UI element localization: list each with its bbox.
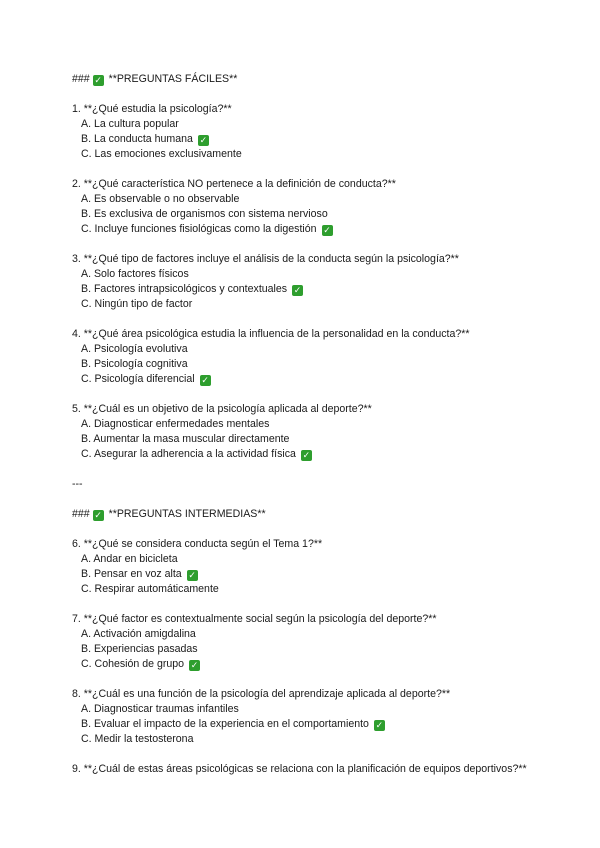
option: C. Ningún tipo de factor (81, 298, 193, 310)
option: A. Es observable o no observable (81, 193, 240, 205)
option: A. La cultura popular (81, 118, 179, 130)
question-text: 1. **¿Qué estudia la psicología?** (72, 103, 232, 115)
question-9 (72, 762, 540, 777)
question-5 (72, 402, 540, 462)
question-2 (72, 177, 540, 237)
option: A. Psicología evolutiva (81, 343, 188, 355)
section-heading-intermedias (72, 507, 540, 522)
question-text: 4. **¿Qué área psicológica estudia la influencia de la personalidad en la conducta?** (72, 328, 470, 340)
option: A. Diagnosticar traumas infantiles (81, 703, 239, 715)
section-heading-faciles (72, 72, 540, 87)
question-8 (72, 687, 540, 747)
option: C. Incluye funciones fisiológicas como la digestión ✓ (81, 223, 331, 235)
heading-title: **PREGUNTAS FÁCILES** (108, 73, 238, 85)
question-text: 9. **¿Cuál de estas áreas psicológicas se relaciona con la planificación de equipos deportivos?** (72, 763, 527, 775)
question-4 (72, 327, 540, 387)
check-icon: ✓ (188, 570, 196, 580)
separator: --- (72, 478, 83, 490)
heading-title: **PREGUNTAS INTERMEDIAS** (108, 508, 266, 520)
heading-prefix: ### (72, 508, 90, 520)
check-icon: ✓ (302, 450, 311, 460)
question-text: 8. **¿Cuál es una función de la psicología del aprendizaje aplicada al deporte?** (72, 688, 451, 700)
option: C. Las emociones exclusivamente (81, 148, 242, 160)
option: A. Solo factores físicos (81, 268, 189, 280)
heading-prefix: ### (72, 73, 90, 85)
option: C. Asegurar la adherencia a la actividad física ✓ (81, 448, 311, 460)
option: B. Evaluar el impacto de la experiencia en el comportamiento ✓ (81, 718, 384, 730)
option: B. Aumentar la masa muscular directamente (81, 433, 290, 445)
question-text: 5. **¿Cuál es un objetivo de la psicología aplicada al deporte?** (72, 403, 372, 415)
option: C. Psicología diferencial ✓ (81, 373, 209, 385)
option: C. Medir la testosterona (81, 733, 194, 745)
question-text: 2. **¿Qué característica NO pertenece a la definición de conducta?** (72, 178, 396, 190)
question-7 (72, 612, 540, 672)
check-icon: ✓ (293, 285, 302, 295)
question-text: 7. **¿Qué factor es contextualmente social según la psicología del deporte?** (72, 613, 437, 625)
option: B. La conducta humana ✓ (81, 133, 208, 145)
check-icon: ✓ (323, 225, 331, 235)
question-6 (72, 537, 540, 597)
question-3 (72, 252, 540, 312)
check-icon: ✓ (201, 375, 209, 385)
option: C. Respirar automáticamente (81, 583, 219, 595)
question-1 (72, 102, 540, 162)
option: B. Pensar en voz alta ✓ (81, 568, 196, 580)
option: A. Activación amigdalina (81, 628, 196, 640)
question-text: 3. **¿Qué tipo de factores incluye el análisis de la conducta según la psicología?** (72, 253, 459, 265)
option: B. Experiencias pasadas (81, 643, 198, 655)
option: A. Andar en bicicleta (81, 553, 178, 565)
check-icon: ✓ (199, 135, 208, 145)
check-icon: ✓ (190, 660, 199, 670)
check-icon: ✓ (94, 510, 102, 520)
check-icon: ✓ (375, 720, 384, 730)
question-text: 6. **¿Qué se considera conducta según el Tema 1?** (72, 538, 323, 550)
option: B. Factores intrapsicológicos y contextuales ✓ (81, 283, 302, 295)
option: B. Es exclusiva de organismos con sistema nervioso (81, 208, 328, 220)
option: A. Diagnosticar enfermedades mentales (81, 418, 270, 430)
check-icon: ✓ (94, 75, 102, 85)
option: B. Psicología cognitiva (81, 358, 188, 370)
option: C. Cohesión de grupo ✓ (81, 658, 199, 670)
